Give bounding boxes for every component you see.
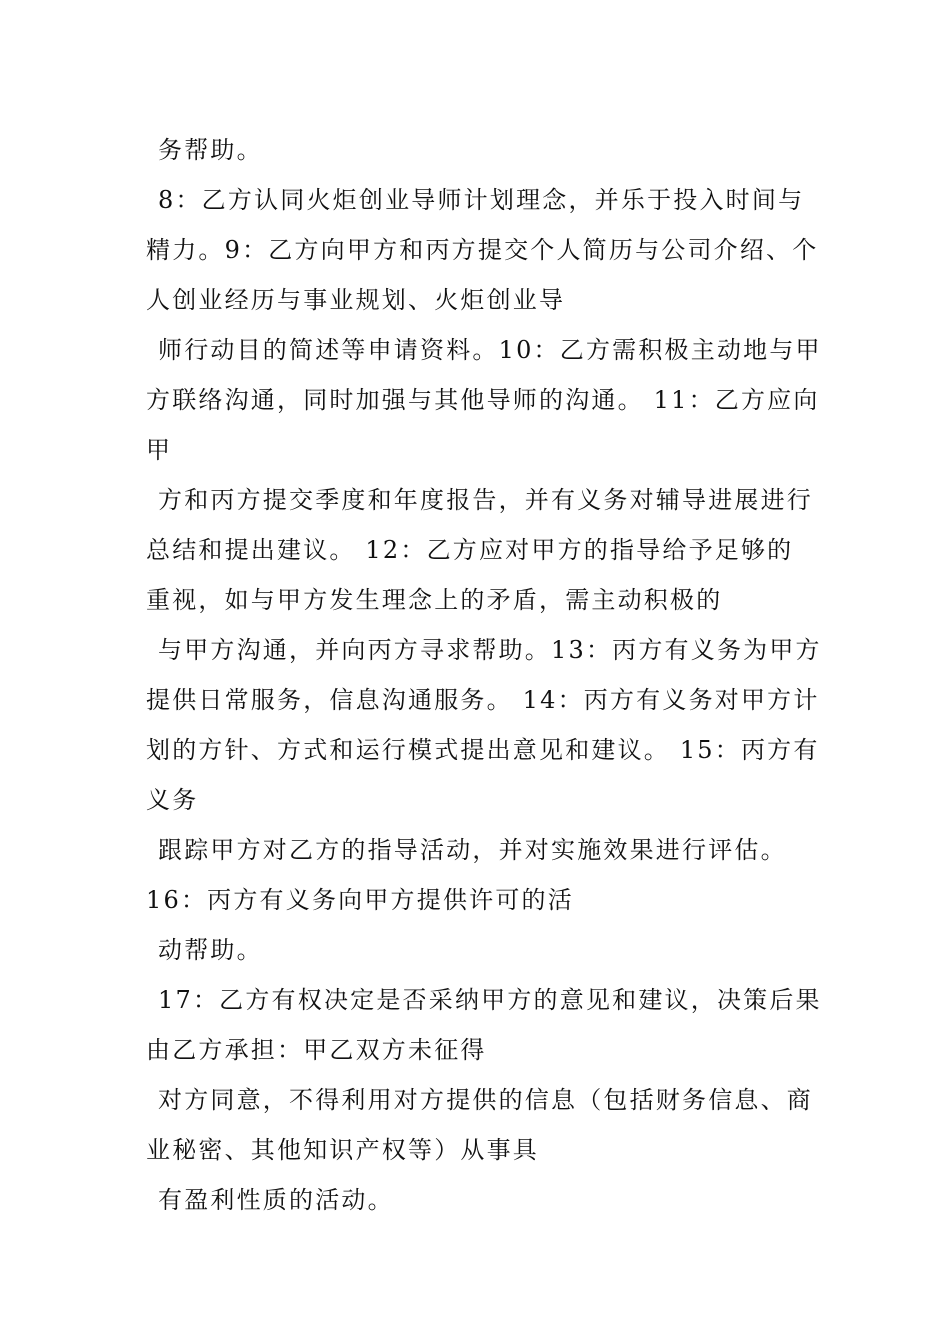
text-line: 与甲方沟通，并向丙方寻求帮助。13：丙方有义务为甲方 (158, 636, 822, 664)
text-line: 由乙方承担：甲乙双方未征得 (146, 1036, 487, 1064)
text-line: 方联络沟通，同时加强与其他导师的沟通。 11：乙方应向 (146, 386, 820, 414)
text-line: 业秘密、其他知识产权等）从事具 (146, 1136, 539, 1164)
text-line: 16：丙方有义务向甲方提供许可的活 (146, 886, 574, 914)
text-line: 务帮助。 (158, 136, 263, 164)
text-line: 精力。9：乙方向甲方和丙方提交个人简历与公司介绍、个 (146, 236, 819, 264)
text-line: 动帮助。 (158, 936, 263, 964)
text-line: 重视，如与甲方发生理念上的矛盾，需主动积极的 (146, 586, 723, 614)
text-line: 划的方针、方式和运行模式提出意见和建议。 15：丙方有 (146, 736, 820, 764)
text-line: 对方同意，不得利用对方提供的信息（包括财务信息、商 (158, 1086, 813, 1114)
text-line: 方和丙方提交季度和年度报告，并有义务对辅导进展进行 (158, 486, 813, 514)
text-line: 甲 (146, 436, 173, 464)
text-line: 17：乙方有权决定是否采纳甲方的意见和建议，决策后果 (158, 986, 822, 1014)
text-line: 8：乙方认同火炬创业导师计划理念，并乐于投入时间与 (158, 186, 805, 214)
text-line: 提供日常服务，信息沟通服务。 14：丙方有义务对甲方计 (146, 686, 820, 714)
text-line: 有盈利性质的活动。 (158, 1186, 394, 1214)
text-line: 义务 (146, 786, 199, 814)
text-line: 总结和提出建议。 12：乙方应对甲方的指导给予足够的 (146, 536, 794, 564)
text-line: 人创业经历与事业规划、火炬创业导 (146, 286, 566, 314)
text-line: 跟踪甲方对乙方的指导活动，并对实施效果进行评估。 (158, 836, 787, 864)
text-line: 师行动目的简述等申请资料。10：乙方需积极主动地与甲 (158, 336, 822, 364)
